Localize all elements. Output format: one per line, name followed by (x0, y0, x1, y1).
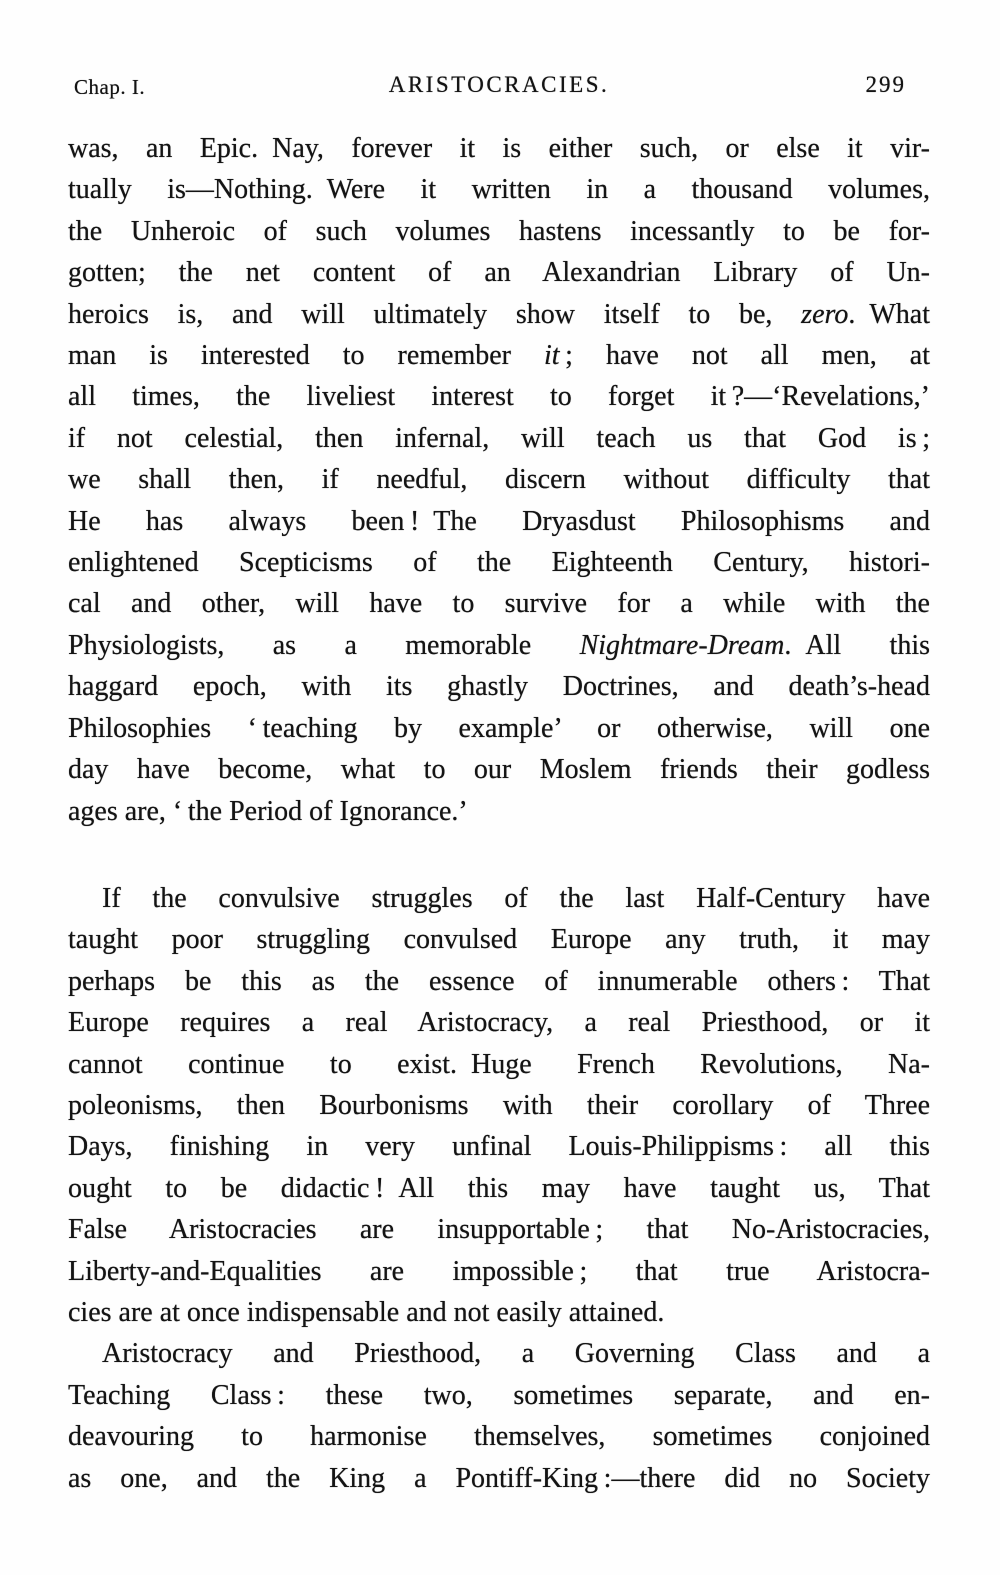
text-line: day have become, what to our Moslem friends their godless (68, 754, 930, 786)
page-body (68, 128, 930, 1499)
text-line: taught poor struggling convulsed Europe any truth, it may (68, 924, 930, 956)
text-line: the Unheroic of such volumes hastens incessantly to be for- (68, 215, 930, 247)
text-line: cies are at once indispensable and not easily attained. (68, 1296, 665, 1328)
paragraph (68, 878, 930, 1333)
chapter-label: Chap. I. (74, 75, 146, 99)
text-line: gotten; the net content of an Alexandrian Library of Un- (68, 257, 930, 289)
text-line: heroics is, and will ultimately show itself to be, zero. What (68, 298, 930, 330)
text-line: we shall then, if needful, discern without difficulty that (68, 464, 930, 496)
text-line: Aristocracy and Priesthood, a Governing Class and a (102, 1338, 930, 1370)
text-line: Physiologists, as a memorable Nightmare-Dream. All this (68, 629, 931, 661)
text-line: Philosophies ‘ teaching by example’ or otherwise, will one (68, 712, 930, 744)
text-line: ages are, ‘ the Period of Ignorance.’ (68, 795, 468, 827)
text-line: all times, the liveliest interest to forget it ?—‘Revelations,’ (68, 381, 930, 413)
text-line: as one, and the King a Pontiff-King :—there did no Society (68, 1462, 930, 1494)
text-line: poleonisms, then Bourbonisms with their corollary of Three (68, 1089, 930, 1121)
text-line: Liberty-and-Equalities are impossible ; that true Aristocra- (68, 1255, 930, 1287)
text-line: man is interested to remember it ; have not all men, at (68, 340, 931, 372)
text-line: He has always been ! The Dryasdust Philosophisms and (68, 505, 930, 537)
text-line: deavouring to harmonise themselves, sometimes conjoined (68, 1421, 930, 1453)
text-line: ought to be didactic ! All this may have taught us, That (68, 1172, 930, 1204)
text-line: Days, finishing in very unfinal Louis-Philippisms : all this (68, 1131, 930, 1163)
text-line: If the convulsive struggles of the last Half-Century have (102, 882, 930, 914)
page-header (68, 72, 930, 104)
text-line: was, an Epic. Nay, forever it is either such, or else it vir- (68, 133, 930, 164)
text-line: Teaching Class : these two, sometimes separate, and en- (68, 1379, 930, 1411)
text-line: Europe requires a real Aristocracy, a real Priesthood, or it (68, 1007, 930, 1039)
paragraph (68, 1333, 930, 1499)
running-title: ARISTOCRACIES. (388, 72, 610, 97)
text-line: tually is—Nothing. Were it written in a thousand volumes, (68, 174, 930, 206)
text-line: cannot continue to exist. Huge French Revolutions, Na- (68, 1048, 930, 1080)
paragraph (68, 128, 930, 832)
text-line: haggard epoch, with its ghastly Doctrines, and death’s-head (68, 671, 930, 703)
text-line: if not celestial, then infernal, will teach us that God is ; (68, 422, 930, 454)
text-line: perhaps be this as the essence of innumerable others : That (68, 965, 930, 997)
page-number: 299 (865, 72, 906, 97)
text-line: False Aristocracies are insupportable ; that No-Aristocracies, (68, 1214, 930, 1246)
text-line: enlightened Scepticisms of the Eighteenth Century, histori- (68, 547, 930, 579)
text-line: cal and other, will have to survive for a while with the (68, 588, 930, 620)
